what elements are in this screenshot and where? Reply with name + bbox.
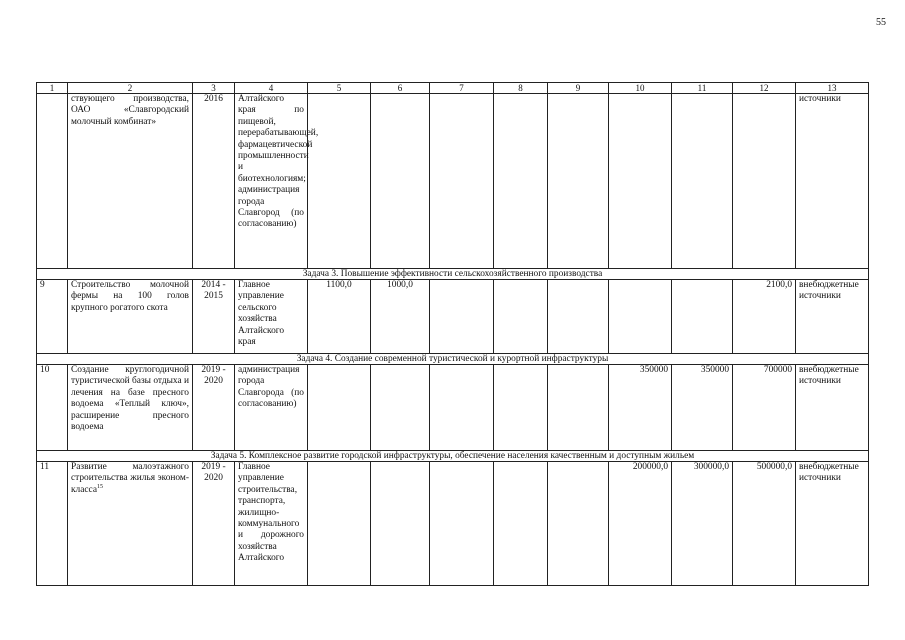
value-col-6 bbox=[371, 462, 430, 586]
measure-name: Создание круглогодичной туристической базы отдыха и лечения на базе пресного водоема «Теплый ключ», расширение пресного водоема bbox=[68, 365, 193, 451]
value-col-11: 300000,0 bbox=[672, 462, 733, 586]
task-row bbox=[37, 269, 869, 280]
value-col-6: 1000,0 bbox=[371, 280, 430, 354]
value-col-10: 200000,0 bbox=[609, 462, 672, 586]
col-5: 5 bbox=[308, 83, 371, 94]
task-row bbox=[37, 451, 869, 462]
value-col-8 bbox=[494, 280, 548, 354]
measure-name: Развитие малоэтажного строительства жилья эконом-класса bbox=[71, 462, 189, 495]
value-col-12: 700000 bbox=[733, 365, 796, 451]
task-title: Задача 3. Повышение эффективности сельскохозяйственного производства bbox=[37, 269, 869, 280]
value-col-9 bbox=[548, 94, 609, 269]
value-col-11 bbox=[672, 280, 733, 354]
measure-name: Строительство молочной фермы на 100 голов крупного рогатого скота bbox=[68, 280, 193, 354]
value-col-6 bbox=[371, 365, 430, 451]
row-number: 9 bbox=[37, 280, 68, 354]
value-col-7 bbox=[430, 462, 494, 586]
column-numbers-row bbox=[37, 83, 869, 94]
value-col-7 bbox=[430, 365, 494, 451]
col-10: 10 bbox=[609, 83, 672, 94]
value-col-8 bbox=[494, 462, 548, 586]
row-number: 11 bbox=[37, 462, 68, 586]
value-col-8 bbox=[494, 365, 548, 451]
col-11: 11 bbox=[672, 83, 733, 94]
value-col-5: 1100,0 bbox=[308, 280, 371, 354]
years: 2019 - 2020 bbox=[193, 462, 235, 586]
value-col-12: 500000,0 bbox=[733, 462, 796, 586]
col-9: 9 bbox=[548, 83, 609, 94]
years: 2016 bbox=[193, 94, 235, 269]
years: 2014 - 2015 bbox=[193, 280, 235, 354]
executor: Алтайского края по пищевой, перерабатывающей, фармацевтической промышленности и биотехнологиям; администрация города Славгород (по согласованию) bbox=[235, 94, 308, 269]
executor: администрация города Славгорода (по согласованию) bbox=[235, 365, 308, 451]
table-row bbox=[37, 280, 869, 354]
years: 2019 - 2020 bbox=[193, 365, 235, 451]
value-col-10 bbox=[609, 280, 672, 354]
col-4: 4 bbox=[235, 83, 308, 94]
task-row bbox=[37, 354, 869, 365]
value-col-5 bbox=[308, 365, 371, 451]
col-2: 2 bbox=[68, 83, 193, 94]
value-col-9 bbox=[548, 462, 609, 586]
table-row bbox=[37, 94, 869, 269]
col-12: 12 bbox=[733, 83, 796, 94]
funding-source: внебюджетные источники bbox=[796, 462, 869, 586]
task-title: Задача 4. Создание современной туристической и курортной инфраструктуры bbox=[37, 354, 869, 365]
executor: Главное управление строительства, транспорта, жилищно-коммунального и дорожного хозяйства Алтайского bbox=[235, 462, 308, 586]
funding-source: внебюджетные источники bbox=[796, 365, 869, 451]
col-3: 3 bbox=[193, 83, 235, 94]
value-col-10: 350000 bbox=[609, 365, 672, 451]
value-col-7 bbox=[430, 94, 494, 269]
value-col-12: 2100,0 bbox=[733, 280, 796, 354]
value-col-8 bbox=[494, 94, 548, 269]
task-title: Задача 5. Комплексное развитие городской инфраструктуры, обеспечение населения качественным и доступным жильем bbox=[37, 451, 869, 462]
value-col-11: 350000 bbox=[672, 365, 733, 451]
table-row bbox=[37, 365, 869, 451]
value-col-9 bbox=[548, 365, 609, 451]
value-col-6 bbox=[371, 94, 430, 269]
col-13: 13 bbox=[796, 83, 869, 94]
value-col-11 bbox=[672, 94, 733, 269]
funding-source: источники bbox=[796, 94, 869, 269]
col-8: 8 bbox=[494, 83, 548, 94]
table-row bbox=[37, 462, 869, 586]
col-1: 1 bbox=[37, 83, 68, 94]
col-6: 6 bbox=[371, 83, 430, 94]
measures-table bbox=[36, 82, 869, 586]
value-col-9 bbox=[548, 280, 609, 354]
measure-name-cell bbox=[68, 462, 193, 586]
footnote-ref: 15 bbox=[97, 483, 103, 490]
value-col-7 bbox=[430, 280, 494, 354]
value-col-10 bbox=[609, 94, 672, 269]
measure-name: ствующего производства, ОАО «Славгородский молочный комбинат» bbox=[68, 94, 193, 269]
value-col-5 bbox=[308, 94, 371, 269]
executor: Главное управление сельского хозяйства Алтайского края bbox=[235, 280, 308, 354]
row-number: 10 bbox=[37, 365, 68, 451]
col-7: 7 bbox=[430, 83, 494, 94]
value-col-12 bbox=[733, 94, 796, 269]
funding-source: внебюджетные источники bbox=[796, 280, 869, 354]
value-col-5 bbox=[308, 462, 371, 586]
row-number bbox=[37, 94, 68, 269]
page-number: 55 bbox=[876, 17, 886, 28]
